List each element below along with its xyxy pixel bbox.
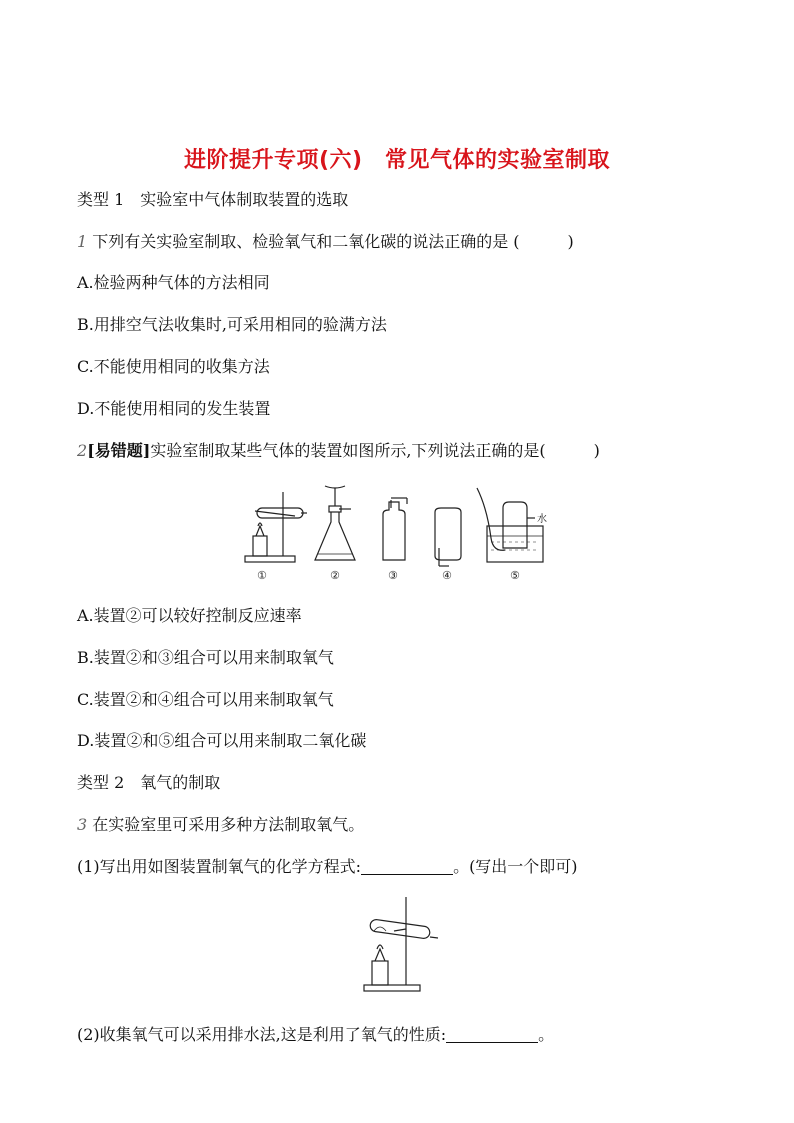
question-text: 在实验室里可采用多种方法制取氧气。 xyxy=(92,815,365,834)
section-heading-type1: 类型 1 实验室中气体制取装置的选取 xyxy=(77,190,349,209)
question-1-stem xyxy=(77,231,574,253)
q3-part-1-prompt: (1)写出用如图装置制氧气的化学方程式: xyxy=(77,857,362,876)
apparatus-5-image xyxy=(477,488,543,562)
q3-part-2-prompt: (2)收集氧气可以采用排水法,这是利用了氧气的性质: xyxy=(77,1025,447,1044)
question-text: 下列有关实验室制取、检验氧气和二氧化碳的说法正确的是 ( ) xyxy=(92,232,574,251)
apparatus-1-image xyxy=(245,492,307,562)
apparatus-label-4: ④ xyxy=(442,569,452,582)
q3-part-2-suffix: 。 xyxy=(538,1025,555,1044)
water-label: 水 xyxy=(537,514,547,525)
question-number: 2 xyxy=(77,441,88,460)
q1-option-b: B.用排空气法收集时,可采用相同的验满方法 xyxy=(77,315,387,334)
apparatus-4-image xyxy=(435,508,461,566)
apparatus-3-image xyxy=(383,498,407,560)
question-number: 3 xyxy=(77,815,88,834)
question-number: 1 xyxy=(77,232,88,251)
apparatus-label-1: ① xyxy=(257,569,267,582)
apparatus-2-image xyxy=(315,486,355,560)
page-title: 进阶提升专项(六) 常见气体的实验室制取 xyxy=(183,148,611,173)
q2-option-a: A.装置②可以较好控制反应速率 xyxy=(77,606,302,625)
q2-option-b: B.装置②和③组合可以用来制取氧气 xyxy=(77,648,334,667)
q1-option-a: A.检验两种气体的方法相同 xyxy=(77,273,270,292)
q2-option-d: D.装置②和⑤组合可以用来制取二氧化碳 xyxy=(77,731,367,750)
q3-part-2 xyxy=(77,1024,554,1046)
question-2-stem xyxy=(77,440,600,462)
difficulty-tag: [易错题] xyxy=(87,441,151,460)
q3-part-1 xyxy=(77,856,578,878)
oxygen-apparatus-figure xyxy=(350,893,450,999)
q1-option-c: C.不能使用相同的收集方法 xyxy=(77,357,270,376)
answer-blank-1[interactable] xyxy=(361,858,453,875)
answer-blank-2[interactable] xyxy=(446,1026,538,1043)
apparatus-label-3: ③ xyxy=(388,569,398,582)
section-heading-type2: 类型 2 氧气的制取 xyxy=(77,773,221,792)
question-text: 实验室制取某些气体的装置如图所示,下列说法正确的是( ) xyxy=(150,441,600,460)
q2-option-c: C.装置②和④组合可以用来制取氧气 xyxy=(77,690,334,709)
q1-option-d: D.不能使用相同的发生装置 xyxy=(77,399,271,418)
apparatus-label-2: ② xyxy=(330,569,340,582)
question-3-stem xyxy=(77,814,364,836)
q3-part-1-suffix: 。(写出一个即可) xyxy=(453,857,578,876)
apparatus-label-5: ⑤ xyxy=(510,569,520,582)
apparatus-figure xyxy=(235,478,555,586)
